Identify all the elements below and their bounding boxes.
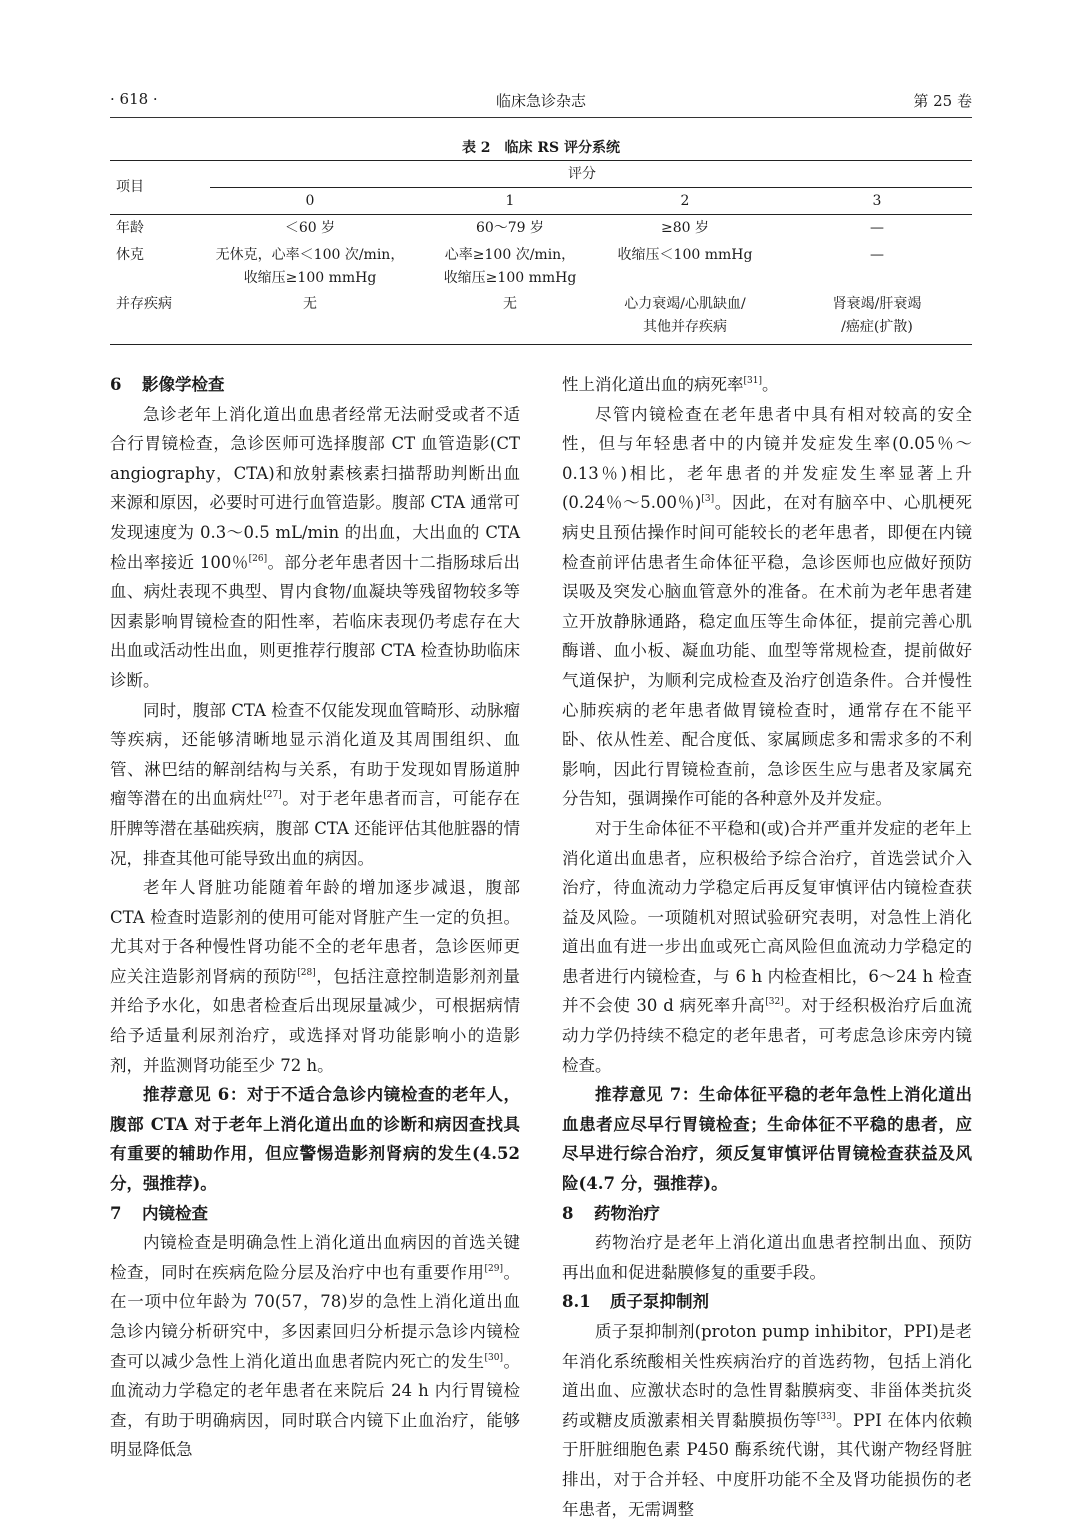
- paragraph: 急诊老年上消化道出血患者经常无法耐受或者不适合行胃镜检查，急诊医师可选择腹部 CT 血管造影(CT angiography，CTA)和放射素核素扫描帮助判断出血来源和原因，必要时可进行血管造影。腹部 CTA 通常可发现速度为 0.3～0.5 mL/min 的出血，大出血的 CTA 检出率接近 100％[26]。部分老年患者因十二指肠球后出血、病灶表现不典型、胃内食物/血凝块等残留物较多等因素影响胃镜检查的阳性率，若临床表现仍考虑存在大出血或活动性出血，则更推荐行腹部 CTA 检查协助临床诊断。: [110, 404, 520, 690]
- score-level-0: 0: [305, 193, 315, 209]
- citation: [29]: [484, 1263, 503, 1274]
- cell-age-0: ＜60 岁: [284, 220, 336, 236]
- section-heading-7: 7 内镜检查: [110, 1203, 208, 1223]
- citation: [33]: [817, 1411, 836, 1422]
- recommendation-6: 推荐意见 6：对于不适合急诊内镜检查的老年人，腹部 CTA 对于老年上消化道出血的诊断和病因查找具有重要的辅助作用，但应警惕造影剂肾病的发生(4.52 分，强推荐)。: [110, 1085, 520, 1194]
- cell-shock-3: —: [870, 247, 884, 263]
- cell-comorbidity-1: 无: [503, 296, 517, 312]
- table-caption: 表 2 临床 RS 评分系统: [461, 140, 621, 156]
- row-item-shock: 休克: [116, 247, 144, 263]
- paragraph: 内镜检查是明确急性上消化道出血病因的首选关键检查，同时在疾病危险分层及治疗中也有重要作用[29]。在一项中位年龄为 70(57，78)岁的急性上消化道出血急诊内镜分析研究中，多因素回归分析提示急诊内镜检查可以减少急性上消化道出血患者院内死亡的发生[30]。血流动力学稳定的老年患者在来院后 24 h 内行胃镜检查，有助于明确病因，同时联合内镜下止血治疗，能够明显降低急: [110, 1233, 521, 1460]
- cell-age-2: ≥80 岁: [661, 220, 709, 236]
- section-heading-8-1: 8.1 质子泵抑制剂: [562, 1292, 709, 1312]
- left-column: [110, 370, 520, 1465]
- citation: [31]: [743, 376, 762, 386]
- cell-shock-1-line1: 心率≥100 次/min，: [444, 247, 576, 263]
- volume-number: 第 25 卷: [913, 92, 972, 110]
- citation: [32]: [765, 997, 784, 1008]
- citation: [28]: [297, 967, 316, 978]
- paragraph: 老年人肾脏功能随着年龄的增加逐步减退，腹部 CTA 检查时造影剂的使用可能对肾脏产生一定的负担。尤其对于各种慢性肾功能不全的老年患者，急诊医师更应关注造影剂肾病的预防[28]，包括注意控制造影剂剂量并给予水化，如患者检查后出现尿量减少，可根据病情给予适量利尿剂治疗，或选择对肾功能影响小的造影剂，并监测肾功能至少 72 h。: [110, 878, 521, 1075]
- cell-shock-0-line1: 无休克，心率＜100 次/min，: [215, 247, 405, 263]
- section-heading-8: 8 药物治疗: [562, 1203, 660, 1223]
- citation: [26]: [248, 553, 268, 564]
- table-header-item: 项目: [116, 179, 144, 195]
- table-header-score: 评分: [568, 166, 596, 182]
- paragraph: 对于生命体征不平稳和(或)合并严重并发症的老年上消化道出血患者，应积极给予综合治疗，首选尝试介入治疗，待血流动力学稳定后再反复审慎评估内镜检查获益及风险。一项随机对照试验研究表明，对急性上消化道出血有进一步出血或死亡高风险但血流动力学稳定的患者进行内镜检查，与 6 h 内检查相比，6～24 h 检查并不会使 30 d 病死率升高[32]。对于经积极治疗后血流动力学仍持续不稳定的老年患者，可考虑急诊床旁内镜检查。: [562, 818, 973, 1075]
- row-item-comorbidity: 并存疾病: [116, 296, 172, 312]
- score-level-2: 2: [680, 193, 690, 209]
- table-top-rule: [110, 160, 972, 161]
- cell-shock-0-line2: 收缩压≥100 mmHg: [243, 270, 377, 286]
- row-item-age: 年龄: [116, 220, 144, 236]
- paragraph: 性上消化道出血的病死率[31]。: [562, 375, 779, 394]
- cell-comorbidity-3-line2: /癌症(扩散): [841, 319, 913, 335]
- citation: [3]: [701, 494, 715, 505]
- score-level-1: 1: [505, 193, 515, 209]
- cell-shock-2: 收缩压＜100 mmHg: [617, 247, 753, 263]
- paragraph: 质子泵抑制剂(proton pump inhibitor，PPI)是老年消化系统酸相关性疾病治疗的首选药物，包括上消化道出血、应激状态时的急性胃黏膜病变、非甾体类抗炎药或糖皮质激素相关胃黏膜损伤等[33]。PPI 在体内依赖于肝脏细胞色素 P450 酶系统代谢，其代谢产物经肾脏排出，对于合并轻、中度肝功能不全及肾功能损伤的老年患者，无需调整: [562, 1322, 973, 1519]
- cell-shock-1-line2: 收缩压≥100 mmHg: [443, 270, 577, 286]
- paragraph: 药物治疗是老年上消化道出血患者控制出血、预防再出血和促进黏膜修复的重要手段。: [562, 1233, 972, 1282]
- table-header-rule: [110, 214, 972, 215]
- section-heading-6: 6 影像学检查: [110, 375, 225, 394]
- paragraph: 同时，腹部 CTA 检查不仅能发现血管畸形、动脉瘤等疾病，还能够清晰地显示消化道及其周围组织、血管、淋巴结的解剖结构与关系，有助于发现如胃肠道肿瘤等潜在的出血病灶[27]。对于老年患者而言，可能存在肝脾等潜在基础疾病，腹部 CTA 还能评估其他脏器的情况，排查其他可能导致出血的病因。: [110, 700, 521, 868]
- header-rule: [110, 117, 972, 118]
- cell-age-1: 60～79 岁: [475, 220, 545, 236]
- journal-name: 临床急诊杂志: [495, 92, 586, 110]
- paragraph: 尽管内镜检查在老年患者中具有相对较高的安全性，但与年轻患者中的内镜并发症发生率(0.05％～0.13％)相比，老年患者的并发症发生率显著上升(0.24％～5.00％)[3]。因此，在对有脑卒中、心肌梗死病史且预估操作时间可能较长的老年患者，即便在内镜检查前评估患者生命体征平稳，急诊医师也应做好预防误吸及突发心脑血管意外的准备。在术前为老年患者建立开放静脉通路，稳定血压等生命体征，提前完善心肌酶谱、血小板、凝血功能、血型等常规检查，提前做好气道保护，为顺利完成检查及治疗创造条件。合并慢性心肺疾病的老年患者做胃镜检查时，通常存在不能平卧、依从性差、配合度低、家属顾虑多和需求多的不利影响，因此行胃镜检查前，急诊医生应与患者及家属充分告知，强调操作可能的各种意外及并发症。: [562, 404, 972, 809]
- citation: [27]: [263, 790, 282, 801]
- cell-age-3: —: [870, 220, 884, 236]
- citation: [30]: [484, 1352, 503, 1363]
- cell-comorbidity-2-line1: 心力衰竭/心肌缺血/: [624, 296, 746, 312]
- cell-comorbidity-3-line1: 肾衰竭/肝衰竭: [832, 296, 922, 312]
- running-header: [110, 90, 972, 114]
- right-column: [562, 370, 972, 1524]
- cell-comorbidity-2-line2: 其他并存疾病: [643, 319, 727, 335]
- table-bottom-rule: [110, 344, 972, 345]
- cell-comorbidity-0: 无: [303, 296, 317, 312]
- table-score-rule: [210, 187, 972, 188]
- score-level-3: 3: [872, 193, 882, 209]
- recommendation-7: 推荐意见 7：生命体征平稳的老年急性上消化道出血患者应尽早行胃镜检查；生命体征不平稳的患者，应尽早进行综合治疗，须反复审慎评估胃镜检查获益及风险(4.7 分，强推荐)。: [562, 1085, 972, 1194]
- page-number: · 618 ·: [110, 90, 158, 108]
